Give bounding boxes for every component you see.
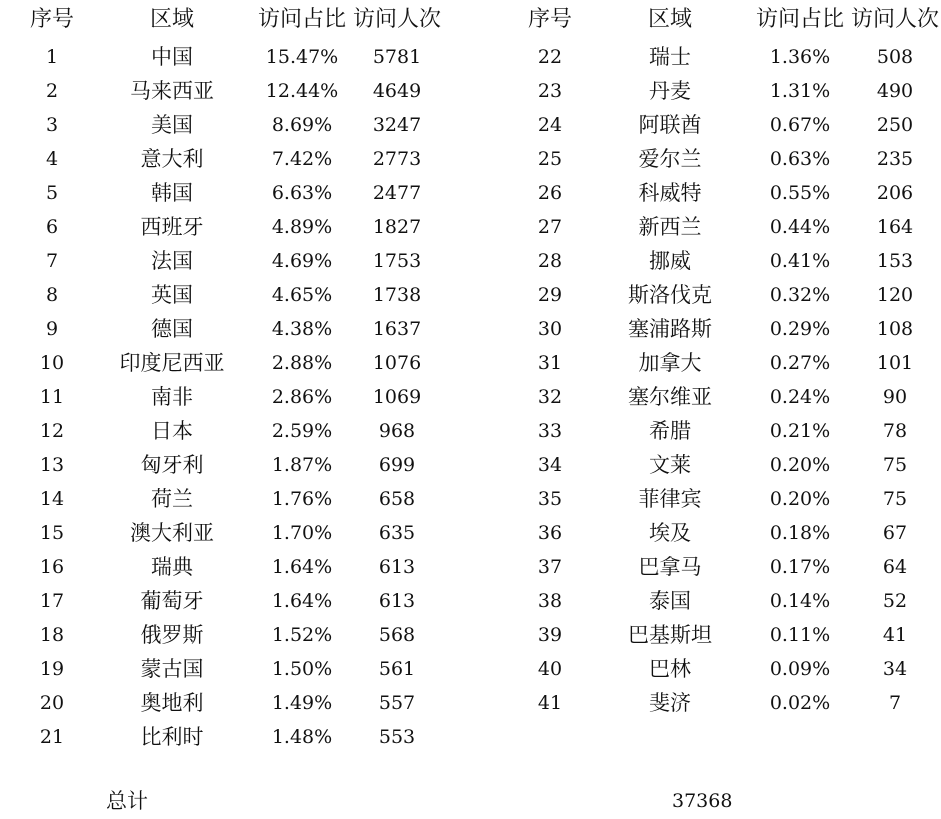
row-region: 斐济 <box>649 691 691 715</box>
row-index: 19 <box>39 658 65 680</box>
row-index: 38 <box>537 590 563 612</box>
header-region: 区域 <box>149 7 194 32</box>
table-row <box>510 40 940 74</box>
row-index: 13 <box>39 454 65 476</box>
row-region: 丹麦 <box>649 79 691 103</box>
table-row <box>510 380 940 414</box>
table-row <box>12 74 442 108</box>
row-ratio: 1.64% <box>271 556 333 578</box>
row-ratio: 0.32% <box>769 284 831 306</box>
row-region: 英国 <box>151 283 193 307</box>
row-index: 3 <box>45 114 59 136</box>
row-visits: 164 <box>876 216 914 238</box>
row-region: 菲律宾 <box>638 487 702 511</box>
table-row <box>12 516 442 550</box>
row-visits: 3247 <box>372 114 422 136</box>
row-index: 22 <box>537 46 563 68</box>
row-ratio: 0.24% <box>769 386 831 408</box>
row-ratio: 0.21% <box>769 420 831 442</box>
header-region: 区域 <box>647 7 692 32</box>
row-ratio: 4.38% <box>271 318 333 340</box>
row-region: 澳大利亚 <box>130 521 214 545</box>
row-ratio: 0.63% <box>769 148 831 170</box>
table-row <box>510 618 940 652</box>
table-row <box>510 584 940 618</box>
row-index: 24 <box>537 114 563 136</box>
row-region: 文莱 <box>649 453 691 477</box>
row-ratio: 1.48% <box>271 726 333 748</box>
row-ratio: 0.02% <box>769 692 831 714</box>
row-visits: 7 <box>888 692 902 714</box>
table-row <box>510 74 940 108</box>
row-index: 37 <box>537 556 563 578</box>
row-region: 斯洛伐克 <box>628 283 712 307</box>
row-index: 16 <box>39 556 65 578</box>
row-visits: 1753 <box>372 250 422 272</box>
row-ratio: 1.52% <box>271 624 333 646</box>
table-row <box>510 346 940 380</box>
row-visits: 699 <box>378 454 416 476</box>
row-ratio: 1.64% <box>271 590 333 612</box>
row-ratio: 0.55% <box>769 182 831 204</box>
row-ratio: 0.09% <box>769 658 831 680</box>
table-row <box>12 380 442 414</box>
row-region: 塞浦路斯 <box>628 317 712 341</box>
row-ratio: 4.69% <box>271 250 333 272</box>
row-index: 30 <box>537 318 563 340</box>
row-index: 29 <box>537 284 563 306</box>
row-region: 泰国 <box>649 589 691 613</box>
table-row <box>12 40 442 74</box>
row-visits: 490 <box>876 80 914 102</box>
row-visits: 613 <box>378 590 416 612</box>
row-ratio: 0.44% <box>769 216 831 238</box>
row-ratio: 8.69% <box>271 114 333 136</box>
table-row <box>12 176 442 210</box>
row-index: 14 <box>39 488 65 510</box>
row-region: 巴林 <box>649 657 691 681</box>
row-visits: 108 <box>876 318 914 340</box>
row-region: 俄罗斯 <box>140 623 204 647</box>
row-visits: 120 <box>876 284 914 306</box>
row-region: 德国 <box>151 317 193 341</box>
row-ratio: 0.11% <box>769 624 831 646</box>
header-index: 序号 <box>29 7 74 32</box>
row-ratio: 0.20% <box>769 488 831 510</box>
row-region: 南非 <box>151 385 193 409</box>
row-region: 巴拿马 <box>638 555 702 579</box>
row-index: 18 <box>39 624 65 646</box>
row-region: 荷兰 <box>151 487 193 511</box>
row-visits: 153 <box>876 250 914 272</box>
row-region: 科威特 <box>638 181 702 205</box>
row-ratio: 1.36% <box>769 46 831 68</box>
header-ratio: 访问占比 <box>755 7 844 32</box>
row-visits: 75 <box>882 488 908 510</box>
total-label: 总计 <box>106 789 148 813</box>
row-index: 2 <box>45 80 59 102</box>
row-visits: 561 <box>378 658 416 680</box>
row-region: 埃及 <box>649 521 691 545</box>
row-index: 32 <box>537 386 563 408</box>
row-index: 21 <box>39 726 65 748</box>
row-visits: 613 <box>378 556 416 578</box>
row-ratio: 1.70% <box>271 522 333 544</box>
row-ratio: 6.63% <box>271 182 333 204</box>
table-row <box>510 142 940 176</box>
header-visits: 访问人次 <box>850 7 939 32</box>
row-region: 日本 <box>151 419 193 443</box>
row-region: 葡萄牙 <box>140 589 204 613</box>
row-index: 41 <box>537 692 563 714</box>
row-ratio: 1.49% <box>271 692 333 714</box>
total-value: 37368 <box>672 790 733 812</box>
row-ratio: 7.42% <box>271 148 333 170</box>
row-index: 12 <box>39 420 65 442</box>
table-row <box>12 312 442 346</box>
row-region: 阿联酋 <box>638 113 702 137</box>
row-visits: 41 <box>882 624 908 646</box>
table-row <box>12 142 442 176</box>
table-row <box>510 312 940 346</box>
row-region: 韩国 <box>151 181 193 205</box>
row-visits: 90 <box>882 386 908 408</box>
row-region: 中国 <box>151 45 193 69</box>
row-region: 挪威 <box>649 249 691 273</box>
row-ratio: 0.41% <box>769 250 831 272</box>
row-index: 28 <box>537 250 563 272</box>
row-visits: 553 <box>378 726 416 748</box>
row-index: 33 <box>537 420 563 442</box>
row-region: 塞尔维亚 <box>628 385 712 409</box>
row-index: 34 <box>537 454 563 476</box>
row-index: 35 <box>537 488 563 510</box>
header-ratio: 访问占比 <box>257 7 346 32</box>
row-region: 美国 <box>151 113 193 137</box>
row-visits: 75 <box>882 454 908 476</box>
row-visits: 235 <box>876 148 914 170</box>
row-visits: 1069 <box>372 386 422 408</box>
row-index: 10 <box>39 352 65 374</box>
row-index: 39 <box>537 624 563 646</box>
row-ratio: 0.20% <box>769 454 831 476</box>
row-ratio: 0.18% <box>769 522 831 544</box>
row-ratio: 1.50% <box>271 658 333 680</box>
row-index: 6 <box>45 216 59 238</box>
left-visits-table <box>12 0 442 754</box>
table-row <box>510 278 940 312</box>
table-row <box>12 448 442 482</box>
row-region: 比利时 <box>140 725 204 749</box>
header-index: 序号 <box>527 7 572 32</box>
row-index: 7 <box>45 250 59 272</box>
row-ratio: 1.76% <box>271 488 333 510</box>
row-ratio: 0.29% <box>769 318 831 340</box>
row-index: 1 <box>45 46 59 68</box>
table-header-row <box>12 0 442 40</box>
row-index: 36 <box>537 522 563 544</box>
right-visits-table <box>510 0 940 720</box>
row-region: 瑞典 <box>151 555 193 579</box>
table-row <box>510 652 940 686</box>
row-visits: 1637 <box>372 318 422 340</box>
row-index: 27 <box>537 216 563 238</box>
table-row <box>12 346 442 380</box>
row-ratio: 2.86% <box>271 386 333 408</box>
table-row <box>12 584 442 618</box>
row-index: 20 <box>39 692 65 714</box>
row-visits: 101 <box>876 352 914 374</box>
row-visits: 1076 <box>372 352 422 374</box>
table-row <box>12 686 442 720</box>
row-index: 31 <box>537 352 563 374</box>
row-visits: 2773 <box>372 148 422 170</box>
table-row <box>510 550 940 584</box>
row-visits: 2477 <box>372 182 422 204</box>
table-row <box>12 482 442 516</box>
right-table-body <box>510 40 940 720</box>
row-visits: 968 <box>378 420 416 442</box>
table-row <box>12 278 442 312</box>
row-ratio: 1.87% <box>271 454 333 476</box>
row-visits: 4649 <box>372 80 422 102</box>
table-row <box>510 414 940 448</box>
row-region: 法国 <box>151 249 193 273</box>
row-ratio: 15.47% <box>265 46 339 68</box>
table-row <box>510 686 940 720</box>
row-ratio: 2.88% <box>271 352 333 374</box>
row-visits: 67 <box>882 522 908 544</box>
header-visits: 访问人次 <box>352 7 441 32</box>
row-ratio: 0.27% <box>769 352 831 374</box>
row-ratio: 4.65% <box>271 284 333 306</box>
table-row <box>12 550 442 584</box>
row-index: 23 <box>537 80 563 102</box>
row-ratio: 0.67% <box>769 114 831 136</box>
table-row <box>510 176 940 210</box>
row-ratio: 12.44% <box>265 80 339 102</box>
row-region: 巴基斯坦 <box>628 623 712 647</box>
table-row <box>12 108 442 142</box>
row-region: 匈牙利 <box>140 453 204 477</box>
row-ratio: 4.89% <box>271 216 333 238</box>
row-index: 5 <box>45 182 59 204</box>
row-region: 奥地利 <box>140 691 204 715</box>
table-row <box>510 516 940 550</box>
row-region: 瑞士 <box>649 45 691 69</box>
table-row <box>12 244 442 278</box>
row-region: 希腊 <box>649 419 691 443</box>
table-row <box>12 652 442 686</box>
row-visits: 557 <box>378 692 416 714</box>
row-ratio: 2.59% <box>271 420 333 442</box>
row-visits: 78 <box>882 420 908 442</box>
table-header-row <box>510 0 940 40</box>
row-index: 11 <box>39 386 65 408</box>
row-region: 马来西亚 <box>130 79 214 103</box>
row-visits: 508 <box>876 46 914 68</box>
row-index: 8 <box>45 284 59 306</box>
row-index: 9 <box>45 318 59 340</box>
row-visits: 34 <box>882 658 908 680</box>
row-index: 17 <box>39 590 65 612</box>
row-region: 西班牙 <box>140 215 204 239</box>
table-row <box>510 482 940 516</box>
table-row <box>510 448 940 482</box>
table-row <box>510 244 940 278</box>
row-ratio: 0.14% <box>769 590 831 612</box>
row-index: 40 <box>537 658 563 680</box>
table-row <box>12 210 442 244</box>
row-region: 新西兰 <box>638 215 702 239</box>
row-visits: 658 <box>378 488 416 510</box>
table-row <box>12 414 442 448</box>
row-index: 15 <box>39 522 65 544</box>
row-region: 印度尼西亚 <box>119 351 225 375</box>
left-table-body <box>12 40 442 754</box>
row-ratio: 1.31% <box>769 80 831 102</box>
row-visits: 52 <box>882 590 908 612</box>
row-visits: 635 <box>378 522 416 544</box>
row-index: 4 <box>45 148 59 170</box>
row-visits: 250 <box>876 114 914 136</box>
table-row <box>12 618 442 652</box>
row-region: 意大利 <box>140 147 204 171</box>
table-row <box>510 210 940 244</box>
row-visits: 64 <box>882 556 908 578</box>
row-visits: 1827 <box>372 216 422 238</box>
row-ratio: 0.17% <box>769 556 831 578</box>
row-visits: 5781 <box>372 46 422 68</box>
table-row <box>12 720 442 754</box>
row-index: 26 <box>537 182 563 204</box>
row-index: 25 <box>537 148 563 170</box>
row-region: 爱尔兰 <box>638 147 702 171</box>
table-row <box>510 108 940 142</box>
row-visits: 1738 <box>372 284 422 306</box>
row-visits: 568 <box>378 624 416 646</box>
row-region: 蒙古国 <box>140 657 204 681</box>
row-visits: 206 <box>876 182 914 204</box>
row-region: 加拿大 <box>638 351 702 375</box>
